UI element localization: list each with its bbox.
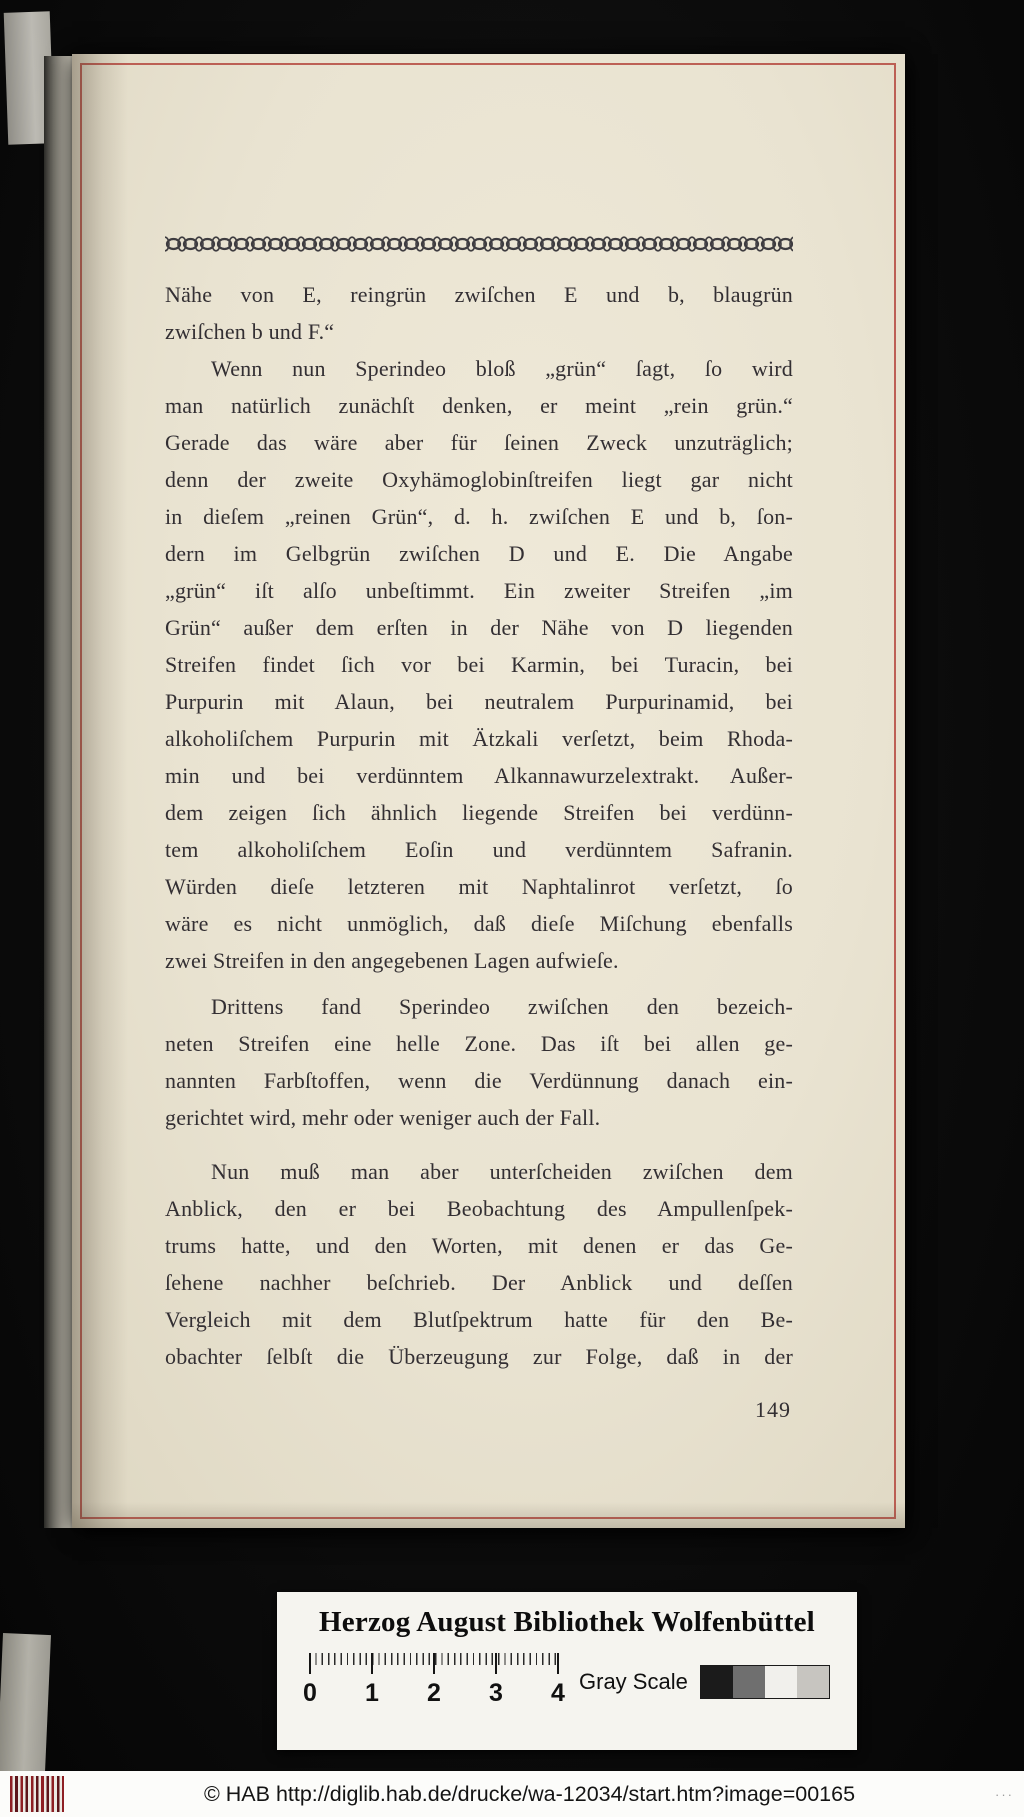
paragraph [165,1153,793,1375]
ruler-number: 0 [303,1679,317,1707]
text-line: Grün“ außer dem erſten in der Nähe von D liegenden [165,615,793,640]
text-line: dern im Gelbgrün zwiſchen D und E. Die Angabe [165,541,793,566]
text-line: trums hatte, und den Worten, mit denen er das Ge- [165,1233,793,1258]
text-line: Purpurin mit Alaun, bei neutralem Purpurinamid, bei [165,689,793,714]
text-line: Streifen findet ſich vor bei Karmin, bei Turacin, bei [165,652,793,677]
gray-swatch [765,1666,797,1698]
ruler-number: 3 [489,1679,503,1707]
text-line: min und bei verdünntem Alkannawurzelextrakt. Außer- [165,763,793,788]
book-fore-edge [44,56,74,1528]
text-line: Drittens fand Sperindeo zwiſchen den bezeich- [211,994,793,1019]
text-line: nannten Farbſtoffen, wenn die Verdünnung danach ein- [165,1068,793,1093]
text-block [165,234,793,1423]
ruler-major-tick [433,1653,435,1674]
text-line: Würden dieſe letzteren mit Naphtalinrot verſetzt, ſo [165,874,793,899]
text-line: ſehene nachher beſchrieb. Der Anblick und deſſen [165,1270,793,1295]
text-line: Nun muß man aber unterſcheiden zwiſchen dem [211,1159,793,1184]
paragraph [165,988,793,1136]
text-line: zwiſchen b und F.“ [165,319,335,344]
ruler-number: 1 [365,1679,379,1707]
gray-scale-swatches [700,1665,830,1699]
ruler-major-tick [557,1653,559,1674]
text-line: alkoholiſchem Purpurin mit Ätzkali verſetzt, beim Rhoda- [165,726,793,751]
text-line: zwei Streifen in den angegebenen Lagen aufwieſe. [165,948,619,973]
library-name: Herzog August Bibliothek Wolfenbüttel [319,1606,815,1638]
ruler-major-tick [495,1653,497,1674]
gray-swatch [701,1666,733,1698]
footer-dots: ··· [995,1786,1014,1802]
text-line: gerichtet wird, mehr oder weniger auch der Fall. [165,1105,601,1130]
gray-scale-label: Gray Scale [579,1669,688,1694]
page-number: 149 [755,1397,791,1422]
library-label [277,1592,857,1750]
copyright-strip [0,1771,1024,1817]
gutter-shadow [72,54,128,1528]
copyright-url: © HAB http://diglib.hab.de/drucke/wa-12034/start.htm?image=00165 [203,1781,856,1806]
book-page [72,54,905,1528]
ruler-major-tick [371,1653,373,1674]
text-line: Vergleich mit dem Blutſpektrum hatte für den Be- [165,1307,793,1332]
ornament-border-icon [165,234,793,254]
text-line: obachter ſelbſt die Überzeugung zur Folge, daß in der [165,1344,793,1369]
label-scale-row [301,1653,833,1713]
ruler-number: 4 [551,1679,565,1707]
ruler-number: 2 [427,1679,441,1707]
text-line: wäre es nicht unmöglich, daß dieſe Miſchung ebenfalls [165,911,793,936]
text-line: „grün“ iſt alſo unbeſtimmt. Ein zweiter Streifen „im [165,578,793,603]
body-text [165,276,793,1375]
text-line: Anblick, den er bei Beobachtung des Ampullenſpek- [165,1196,793,1221]
underlying-page-corner-bottom [0,1633,51,1773]
text-line: Wenn nun Sperindeo bloß „grün“ ſagt, ſo wird [211,356,793,381]
ruler-major-tick [309,1653,311,1674]
text-line: Gerade das wäre aber für ſeinen Zweck unzuträglich; [165,430,793,455]
page-bottom-shadow [72,1502,905,1528]
ruler [303,1653,565,1713]
text-line: tem alkoholiſchem Eoſin und verdünntem Safranin. [165,837,793,862]
gray-swatch [733,1666,765,1698]
paragraph [165,276,793,350]
color-calibration-icon [10,1776,64,1812]
text-line: neten Streifen eine helle Zone. Das iſt bei allen ge- [165,1031,793,1056]
gray-swatch [797,1666,829,1698]
text-line: in dieſem „reinen Grün“, d. h. zwiſchen E und b, ſon- [165,504,793,529]
text-line: dem zeigen ſich ähnlich liegende Streifen bei verdünn- [165,800,793,825]
paragraph [165,350,793,979]
text-line: Nähe von E, reingrün zwiſchen E und b, blaugrün [165,282,793,307]
text-line: man natürlich zunächſt denken, er meint „rein grün.“ [165,393,793,418]
text-line: denn der zweite Oxyhämoglobinſtreifen liegt gar nicht [165,467,793,492]
